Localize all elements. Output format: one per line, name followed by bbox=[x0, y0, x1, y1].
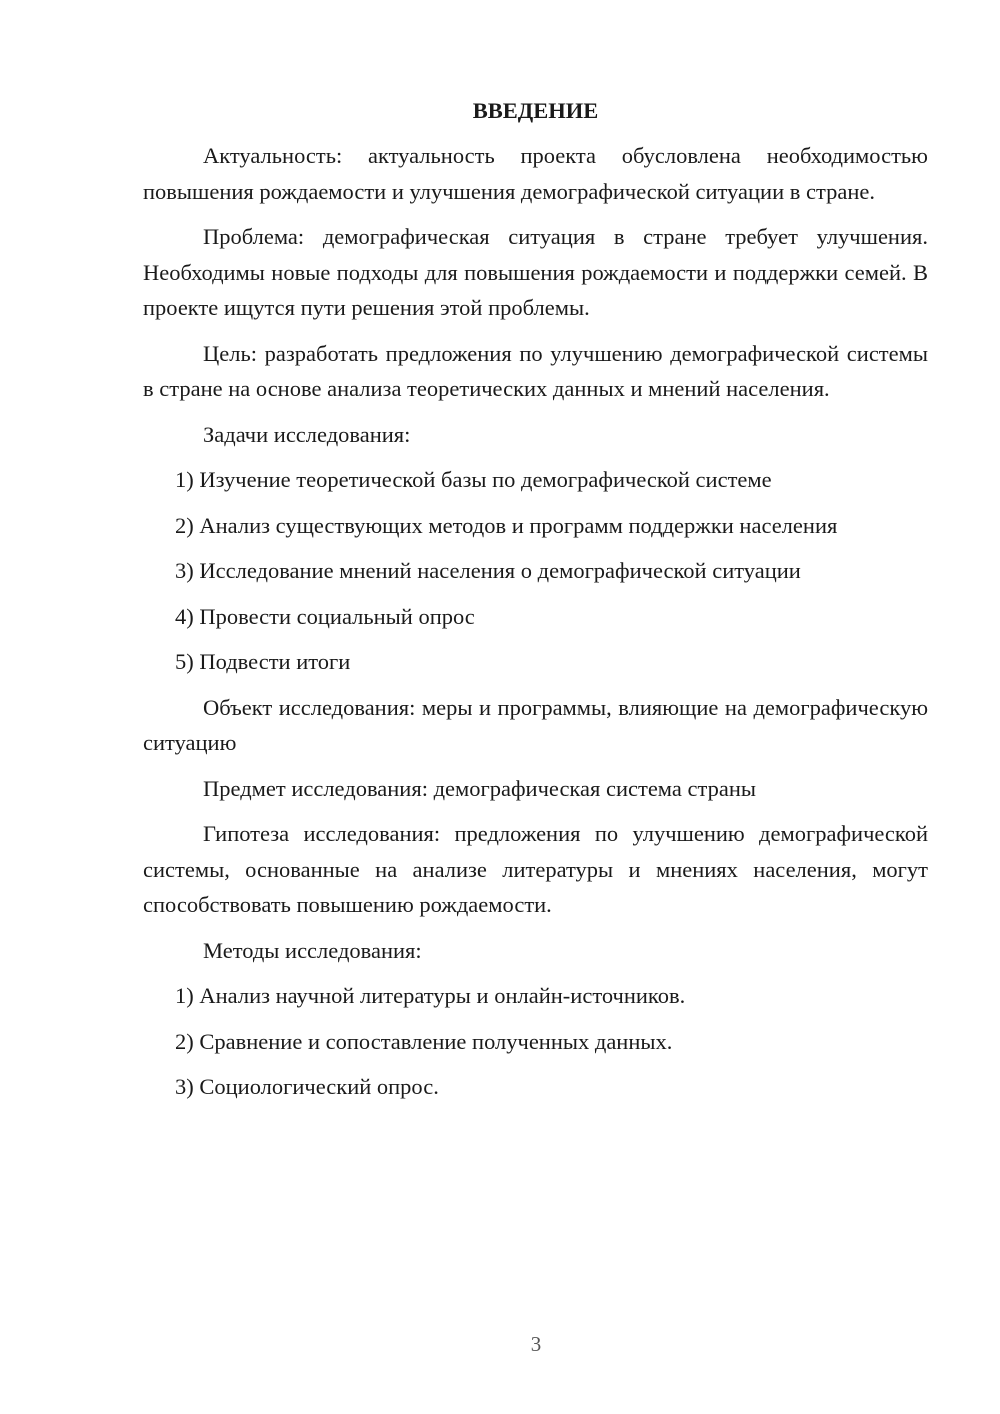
tasks-list bbox=[143, 462, 928, 680]
list-item: 2) Анализ существующих методов и программ поддержки населения bbox=[175, 512, 838, 538]
page-number: 3 bbox=[530, 1332, 542, 1356]
list-item: 1) Изучение теоретической базы по демографической системе bbox=[175, 467, 772, 492]
list-item: 3) Исследование мнений населения о демографической ситуации bbox=[175, 558, 801, 583]
list-item: 4) Провести социальный опрос bbox=[175, 603, 475, 629]
methods-list bbox=[143, 978, 928, 1105]
list-item: 5) Подвести итоги bbox=[175, 649, 351, 674]
page-body bbox=[143, 93, 928, 1115]
methods-label: Методы исследования: bbox=[203, 937, 422, 963]
hypothesis-paragraph: Гипотеза исследования: предложения по улучшению демографической системы, основанные на анализе литературы и мнениях населения, могут способствовать повышению рождаемости. bbox=[143, 821, 928, 917]
section-heading: ВВЕДЕНИЕ bbox=[472, 98, 599, 123]
list-item: 3) Социологический опрос. bbox=[175, 1074, 439, 1099]
object-paragraph: Объект исследования: меры и программы, влияющие на демографическую ситуацию bbox=[143, 694, 928, 755]
subject-paragraph: Предмет исследования: демографическая система страны bbox=[203, 775, 756, 801]
tasks-label: Задачи исследования: bbox=[203, 421, 411, 447]
relevance-paragraph: Актуальность: актуальность проекта обусловлена необходимостью повышения рождаемости и улучшения демографической ситуации в стране. bbox=[143, 143, 928, 204]
problem-paragraph: Проблема: демографическая ситуация в стране требует улучшения. Необходимы новые подходы для повышения рождаемости и поддержки семей. В проекте ищутся пути решения этой проблемы. bbox=[143, 224, 928, 320]
list-item: 2) Сравнение и сопоставление полученных данных. bbox=[175, 1028, 673, 1054]
list-item: 1) Анализ научной литературы и онлайн-источников. bbox=[175, 983, 686, 1008]
goal-paragraph: Цель: разработать предложения по улучшению демографической системы в стране на основе анализа теоретических данных и мнений населения. bbox=[143, 340, 928, 401]
